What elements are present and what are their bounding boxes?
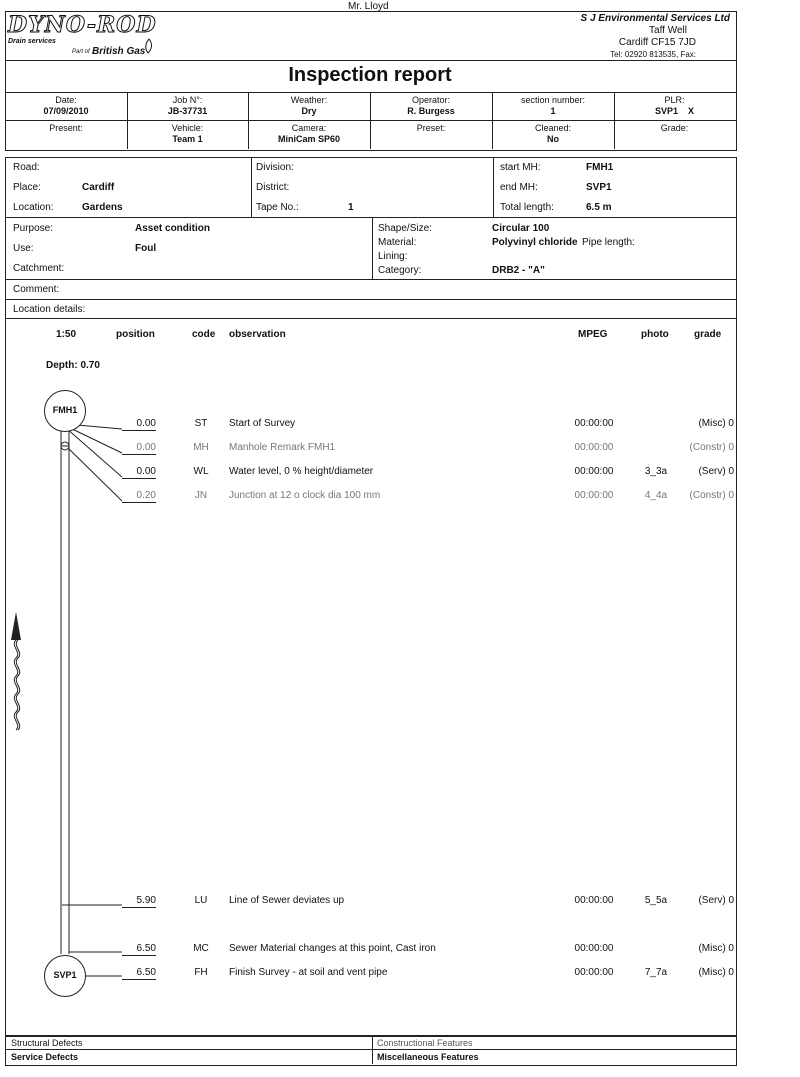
material-value: Polyvinyl chloride [492,237,578,248]
location-details-label: Location details: [13,304,86,315]
observation-row [0,442,740,456]
grade-label: Grade: [660,123,689,133]
end-mh-label: end MH: [500,182,538,193]
observation-row [0,967,740,981]
constructional-features-label: Constructional Features [377,1038,473,1048]
observation-row [0,466,740,480]
start-mh-label: start MH: [500,162,541,173]
weather-value: Dry [301,106,317,116]
observation-photo: 4_4a [644,490,668,501]
observation-mpeg: 00:00:00 [574,943,614,954]
purpose-label: Purpose: [13,223,54,234]
vehicle-cell [127,123,248,145]
total-length-value: 6.5 m [586,202,612,213]
top-name: Mr. Lloyd [348,1,389,12]
tape-value: 1 [348,202,354,213]
observation-code: ST [194,418,208,429]
observation-photo: 5_5a [644,895,668,906]
observation-row [0,895,740,909]
road-label: Road: [13,162,40,173]
observation-mpeg: 00:00:00 [574,490,614,501]
material-label: Material: [378,237,417,248]
company-line2: Cardiff CF15 7JD [618,37,696,48]
start-mh-value: FMH1 [586,162,614,173]
end-mh-value: SVP1 [586,182,612,193]
preset-label: Preset: [416,123,446,133]
observation-photo: 7_7a [644,967,668,978]
end-manhole-label: SVP1 [53,970,77,980]
flame-icon [143,38,155,54]
job-value: JB-37731 [167,106,208,116]
col-code: code [192,329,216,340]
observation-mpeg: 00:00:00 [574,418,614,429]
use-value: Foul [135,243,157,254]
operator-value: R. Burgess [407,106,455,116]
depth-label: Depth: 0.70 [46,360,100,371]
col-position: position [116,329,155,340]
observation-mpeg: 00:00:00 [574,967,614,978]
company-name: S J Environmental Services Ltd [580,13,730,24]
observation-code: JN [194,490,208,501]
camera-label: Camera: [291,123,327,133]
date-cell [5,95,127,117]
observation-position: 0.00 [122,466,156,479]
use-label: Use: [13,243,34,254]
observation-text: Finish Survey - at soil and vent pipe [229,967,388,978]
vehicle-value: Team 1 [172,134,203,144]
observation-position: 6.50 [122,967,156,980]
job-cell [127,95,248,117]
observation-position: 5.90 [122,895,156,908]
grade-cell [614,123,735,134]
camera-value: MiniCam SP60 [277,134,341,144]
operator-label: Operator: [411,95,451,105]
col-scale: 1:50 [56,329,77,340]
operator-cell [370,95,492,117]
observation-text: Sewer Material changes at this point, Cast iron [229,943,436,954]
dyno-rod-logo: DYNO-ROD [8,12,157,38]
date-label: Date: [55,95,77,105]
section-label: section number: [520,95,586,105]
col-observation: observation [229,329,286,340]
purpose-value: Asset condition [135,223,211,234]
observation-position: 6.50 [122,943,156,956]
observation-text: Water level, 0 % height/diameter [229,466,374,477]
observation-grade: (Misc) 0 [698,418,734,429]
observation-photo: 3_3a [644,466,668,477]
observation-text: Manhole Remark FMH1 [229,442,336,453]
british-gas-logo: British Gas [92,46,146,57]
service-defects-label: Service Defects [11,1052,79,1062]
category-value: DRB2 - "A" [492,265,545,276]
category-label: Category: [378,265,422,276]
observation-mpeg: 00:00:00 [574,442,614,453]
vehicle-label: Vehicle: [171,123,204,133]
date-value: 07/09/2010 [43,106,89,116]
comment-label: Comment: [13,284,60,295]
observation-text: Start of Survey [229,418,296,429]
observation-code: MH [193,442,209,453]
flow-direction-arrow-icon [6,610,26,740]
camera-cell [248,123,370,145]
observation-text: Junction at 12 o clock dia 100 mm [229,490,381,501]
observation-grade: (Serv) 0 [698,466,734,477]
observation-row [0,418,740,432]
preset-cell [370,123,492,134]
observation-position: 0.00 [122,418,156,431]
present-cell [5,123,127,134]
plr-mark: X [688,106,695,116]
observation-code: MC [193,943,209,954]
location-value: Gardens [82,202,123,213]
plr-cell [614,95,735,117]
observation-mpeg: 00:00:00 [574,466,614,477]
observation-code: LU [194,895,208,906]
observation-code: FH [194,967,208,978]
observation-grade: (Serv) 0 [698,895,734,906]
job-label: Job N°: [172,95,203,105]
col-grade: grade [694,329,722,340]
observation-text: Line of Sewer deviates up [229,895,345,906]
brand-partof: Part of [72,49,90,55]
company-line1: Taff Well [649,25,687,36]
location-label: Location: [13,202,54,213]
cleaned-value: No [547,134,559,144]
observation-position: 0.20 [122,490,156,503]
cleaned-label: Cleaned: [534,123,572,133]
brand-tagline: Drain services [8,38,56,45]
observation-grade: (Misc) 0 [698,943,734,954]
observation-row [0,490,740,504]
plr-value: SVP1 [654,106,678,116]
col-photo: photo [641,329,669,340]
observation-code: WL [193,466,209,477]
pipe-length-label: Pipe length: [582,237,635,248]
present-label: Present: [49,123,83,133]
company-line3: Tel: 02920 813535, Fax: [610,50,696,59]
catchment-label: Catchment: [13,263,65,274]
structural-defects-label: Structural Defects [11,1038,83,1048]
observation-grade: (Constr) 0 [689,442,734,453]
page-title: Inspection report [288,64,452,86]
division-label: Division: [256,162,294,173]
weather-label: Weather: [290,95,328,105]
weather-cell [248,95,370,117]
cleaned-cell [492,123,614,145]
company-block [480,13,730,61]
total-length-label: Total length: [500,202,554,213]
shape-value: Circular 100 [492,223,550,234]
place-label: Place: [13,182,41,193]
observation-position: 0.00 [122,442,156,455]
col-mpeg: MPEG [578,329,608,340]
observation-row [0,943,740,957]
miscellaneous-features-label: Miscellaneous Features [377,1052,479,1062]
district-label: District: [256,182,290,193]
shape-label: Shape/Size: [378,223,432,234]
footer-legend [5,1036,737,1066]
tape-label: Tape No.: [256,202,299,213]
plr-label: PLR: [664,95,685,105]
place-value: Cardiff [82,182,115,193]
start-manhole-label: FMH1 [52,405,78,415]
section-cell [492,95,614,117]
lining-label: Lining: [378,251,408,262]
observation-grade: (Constr) 0 [689,490,734,501]
observation-grade: (Misc) 0 [698,967,734,978]
section-value: 1 [550,106,556,116]
observation-mpeg: 00:00:00 [574,895,614,906]
